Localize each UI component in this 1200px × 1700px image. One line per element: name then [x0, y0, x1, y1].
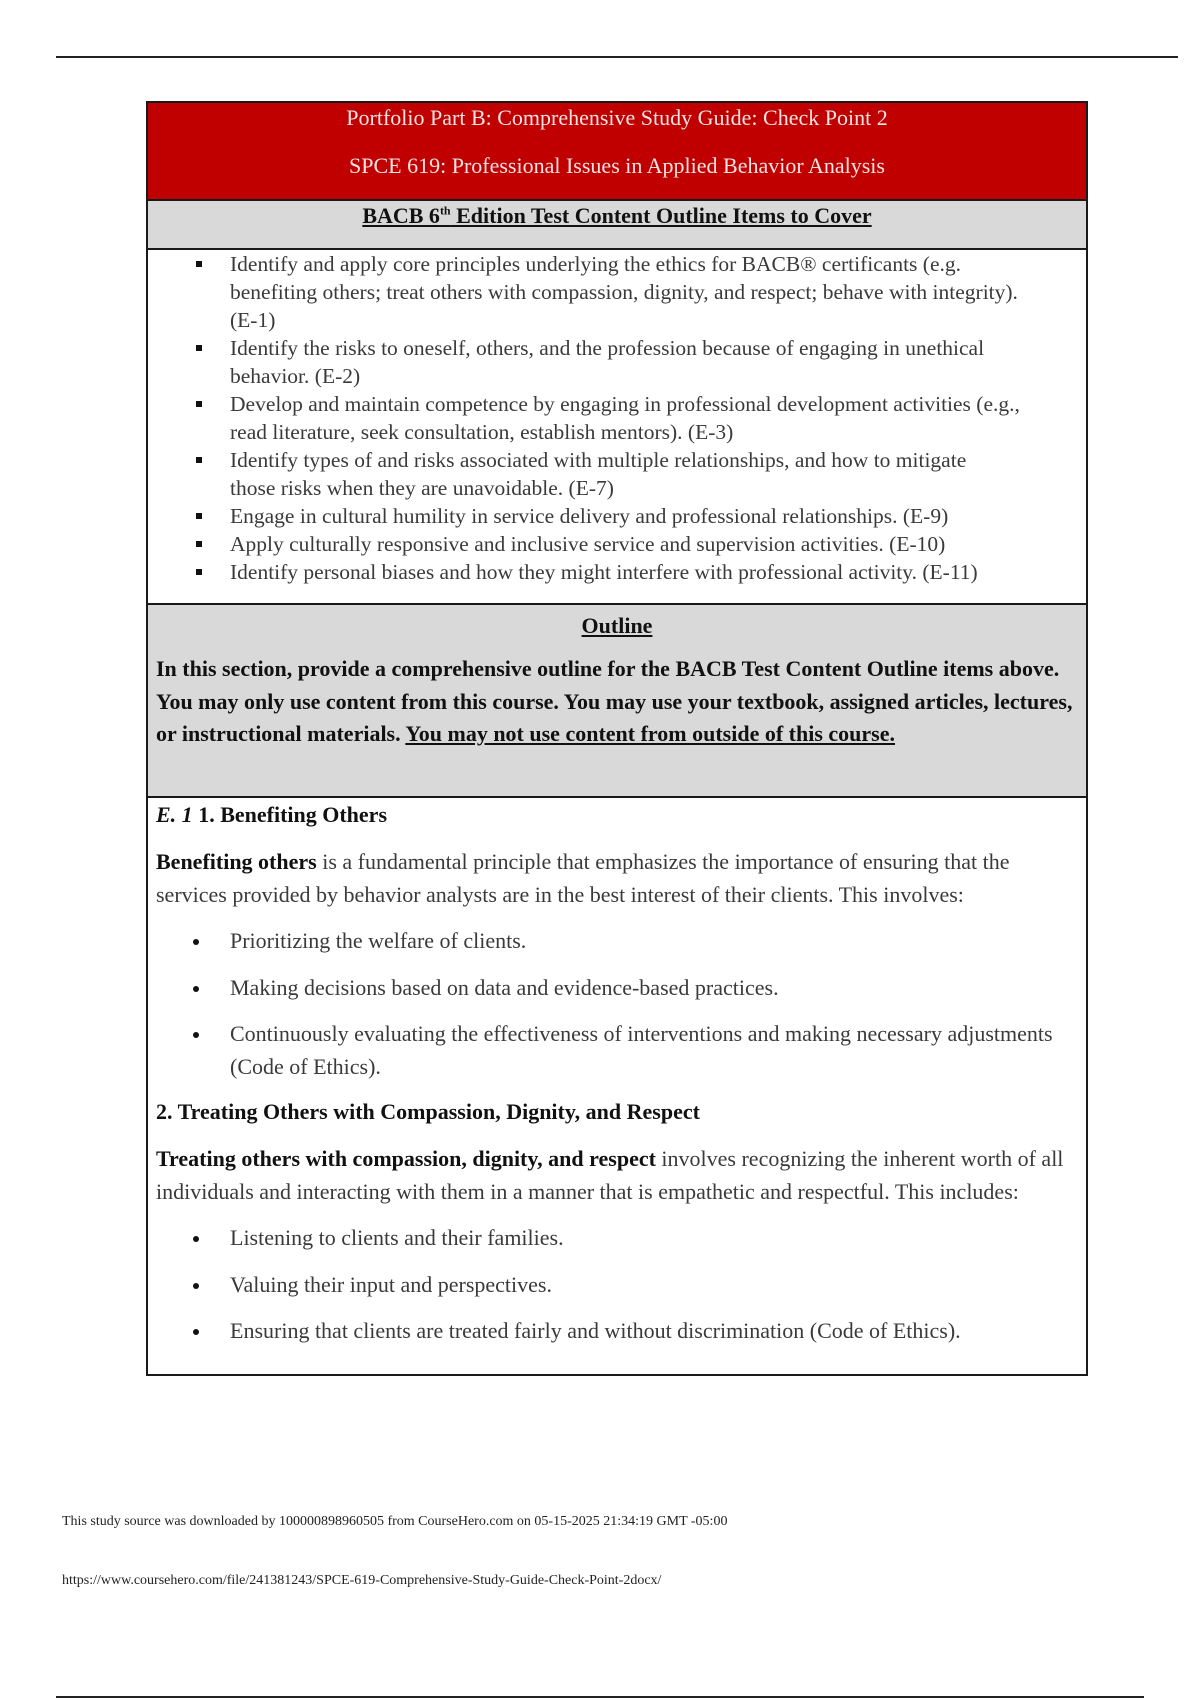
outline-heading: Outline: [581, 613, 653, 638]
outline-instruction-text: In this section, provide a comprehensive outline for the BACB Test Content Outline items above. You may only use content from this course. You may use your textbook, assigned articles, lectures, or instructional materials. You may not use content from outside of this course.: [156, 656, 1073, 746]
outline-instructions: [148, 605, 1086, 798]
list-item: Listening to clients and their families.: [156, 1222, 1078, 1255]
download-note: This study source was downloaded by 100000898960505 from CourseHero.com on 05-15-2025 21:34:19 GMT -05:00: [62, 1514, 728, 1529]
list-item: Apply culturally responsive and inclusive service and supervision activities. (E-10): [148, 530, 1072, 558]
square-bullet-icon: [196, 261, 202, 267]
section-2-bullets: [156, 1222, 1078, 1348]
bullet-icon: [193, 939, 199, 945]
outline-content: [148, 798, 1086, 1374]
section-1-paragraph: Benefiting others is a fundamental principle that emphasizes the importance of ensuring that the services provided by behavior analysts are in the best interest of their clients. This involves:: [156, 849, 1010, 907]
list-item: Identify the risks to oneself, others, and the profession because of engaging in unethical behavior. (E-2): [148, 334, 1072, 390]
outline-items-list: [148, 250, 1086, 605]
top-rule: [56, 56, 1178, 58]
list-item: Prioritizing the welfare of clients.: [156, 925, 1078, 958]
square-bullet-icon: [196, 569, 202, 575]
list-item: Identify personal biases and how they might interfere with professional activity. (E-11): [148, 558, 1072, 586]
title-line-2: SPCE 619: Professional Issues in Applied Behavior Analysis: [349, 153, 885, 178]
section-2-heading: 2. Treating Others with Compassion, Dignity, and Respect: [156, 1099, 700, 1124]
bullet-icon: [193, 986, 199, 992]
list-item: Develop and maintain competence by engaging in professional development activities (e.g., read literature, seek consultation, establish mentors). (E-3): [148, 390, 1072, 446]
outline-items-title: BACB 6th Edition Test Content Outline Items to Cover: [362, 203, 872, 228]
square-bullet-icon: [196, 513, 202, 519]
bullet-icon: [193, 1236, 199, 1242]
title-banner: [148, 103, 1086, 201]
section-2-paragraph: Treating others with compassion, dignity, and respect involves recognizing the inherent worth of all individuals and interacting with them in a manner that is empathetic and respectful. This includes:: [156, 1146, 1064, 1204]
bullet-icon: [193, 1032, 199, 1038]
square-bullet-icon: [196, 401, 202, 407]
list-item: Identify types of and risks associated with multiple relationships, and how to mitigate those risks when they are unavoidable. (E-7): [148, 446, 1072, 502]
bullet-icon: [193, 1283, 199, 1289]
list-item: Continuously evaluating the effectiveness of interventions and making necessary adjustments (Code of Ethics).: [156, 1018, 1078, 1083]
square-bullet-icon: [196, 457, 202, 463]
study-guide-table: [146, 101, 1088, 1376]
square-bullet-icon: [196, 541, 202, 547]
outline-warning: You may not use content from outside of this course.: [405, 721, 896, 746]
bullet-icon: [193, 1329, 199, 1335]
list-item: Ensuring that clients are treated fairly and without discrimination (Code of Ethics).: [156, 1315, 1078, 1348]
outline-items-header: [148, 201, 1086, 250]
list-item: Valuing their input and perspectives.: [156, 1269, 1078, 1302]
list-item: Making decisions based on data and evidence-based practices.: [156, 972, 1078, 1005]
section-1-bullets: [156, 925, 1078, 1083]
square-bullet-icon: [196, 345, 202, 351]
section-1-heading: E. 1 1. Benefiting Others: [156, 802, 388, 827]
title-line-1: Portfolio Part B: Comprehensive Study Guide: Check Point 2: [346, 105, 888, 130]
list-item: Engage in cultural humility in service delivery and professional relationships. (E-9): [148, 502, 1072, 530]
source-url[interactable]: https://www.coursehero.com/file/241381243/SPCE-619-Comprehensive-Study-Guide-Check-Point-2docx/: [62, 1573, 662, 1588]
list-item: Identify and apply core principles underlying the ethics for BACB® certificants (e.g. benefiting others; treat others with compassion, dignity, and respect; behave with integrity). (E-1): [148, 250, 1072, 334]
bottom-rule: [56, 1696, 1144, 1698]
